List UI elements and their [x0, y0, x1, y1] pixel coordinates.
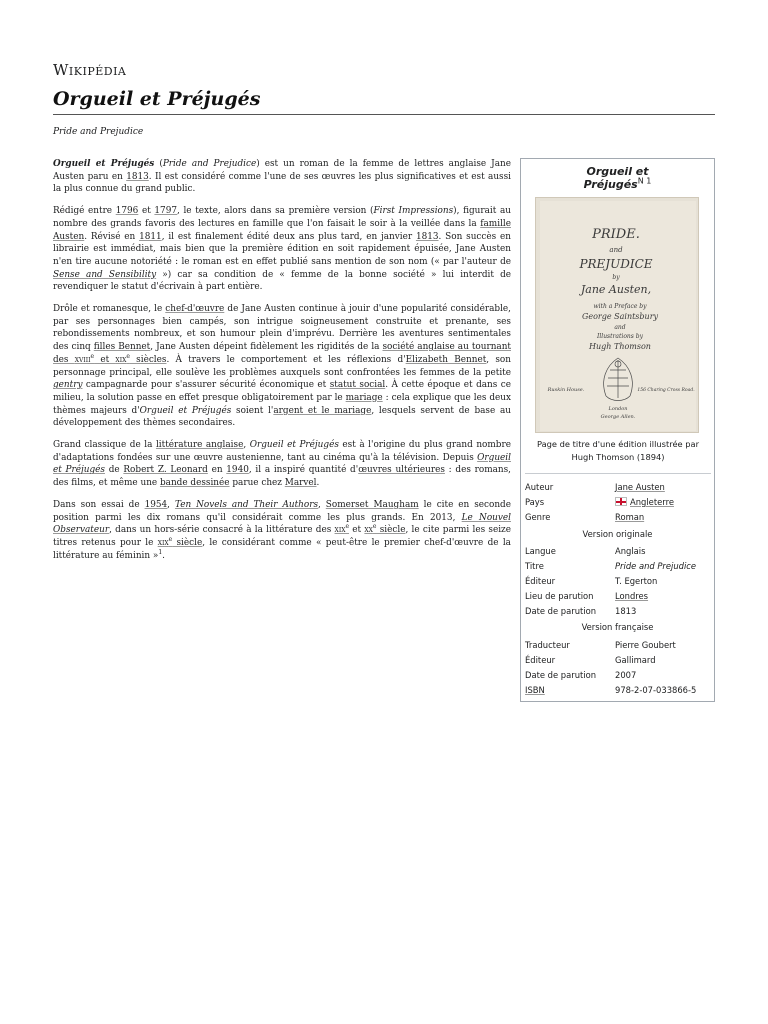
cover-line: Jane Austen, [580, 283, 652, 296]
infobox-row-date [525, 606, 711, 620]
sup: e [90, 352, 95, 360]
row-label: Auteur [525, 482, 554, 492]
cover-line: PRIDE. [592, 227, 640, 242]
text: , son personnage principal, elle soulève les problèmes auxquels sont confrontées les femmes de la petite [53, 354, 511, 378]
row-label: Date de parution [525, 606, 597, 616]
image-caption: Page de titre d'une édition illustrée par Hugh Thomson (1894) [536, 439, 700, 462]
row-value-link[interactable]: Londres [615, 591, 649, 601]
infobox-row-traducteur [525, 640, 711, 654]
row-value: Anglais [615, 546, 646, 556]
text-italic: Orgueil et Préjugés [249, 440, 339, 451]
paragraph-2 [53, 205, 511, 294]
cover-line: by [612, 274, 620, 281]
text: est à l'origine du plus grand nombre d'adaptations fondées sur une œuvre austenienne, tant au cinéma qu'à la télévision. Depuis [53, 440, 511, 463]
row-label: Éditeur [525, 655, 556, 665]
infobox-divider [525, 473, 711, 474]
text: Drôle et romanesque, le [53, 304, 166, 315]
row-label: Lieu de parution [525, 591, 594, 601]
row-label: Titre [525, 561, 544, 571]
text: : cela explique que les deux thèmes majeurs d' [53, 392, 511, 416]
cover-line: and [614, 324, 626, 331]
section-header-french: Version française [581, 622, 654, 632]
link-film-1940[interactable]: Orgueil et Préjugés [53, 452, 511, 476]
row-value-link[interactable]: Jane Austen [615, 482, 665, 492]
text: Rédigé entre [53, 206, 116, 217]
link-oeuvres-ulterieures[interactable]: œuvres ultérieures [358, 465, 445, 476]
text: campagnarde pour s'assurer sécurité économique et [82, 380, 330, 391]
cover-line: PREJUDICE [579, 257, 653, 271]
cover-line: Hugh Thomson [589, 342, 651, 351]
link-filles-bennet[interactable]: filles Bennet [93, 342, 151, 353]
text: le cite en seconde position parmi les dix romans qu'il considérait comme les plus grands. En 2013, [53, 499, 511, 523]
infobox-row-editeur-fr [525, 655, 711, 669]
link-1796[interactable]: 1796 [115, 206, 139, 217]
text: société anglaise au tournant des [53, 342, 511, 365]
link-gentry[interactable]: gentry [53, 380, 83, 391]
text: , Jane Austen dépeint fidèlement les rigidités de la [150, 342, 383, 353]
text: ») car sa condition de « femme de la bonne société » lui interdit de revendiquer le statut d'écrivain à part entière. [53, 269, 512, 293]
row-value [615, 497, 674, 507]
row-value: Pierre Goubert [615, 640, 676, 650]
text: . À travers le comportement et les réflexions d' [166, 354, 406, 365]
text: xix [157, 537, 169, 548]
row-value: Gallimard [615, 655, 656, 665]
infobox-row-isbn [525, 685, 711, 699]
cover-line: London [608, 406, 628, 412]
text: en [207, 465, 227, 476]
text: . [316, 478, 320, 489]
text: xix [115, 354, 127, 365]
infobox-row-genre [525, 512, 711, 526]
infobox [520, 158, 715, 702]
text: , le texte, alors dans sa première version ( [177, 206, 374, 217]
infobox-row-lieu [525, 591, 711, 605]
text: ), figurait au nombre des grands favoris des lectures en famille que l'on faisait le soir à la veillée dans la [53, 206, 511, 229]
text: ) est un roman de la femme de lettres anglaise Jane Austen paru en [53, 159, 511, 182]
row-label: Éditeur [525, 576, 556, 586]
bold-title: Orgueil et Préjugés [53, 159, 155, 169]
sup: e [345, 523, 350, 531]
link-1954[interactable]: 1954 [144, 499, 168, 510]
text: xx [364, 525, 373, 536]
text: et [349, 525, 365, 536]
infobox-row-auteur [525, 482, 711, 496]
link-somerset-maugham[interactable]: Somerset Maugham [325, 499, 419, 510]
reference-1[interactable]: 1 [158, 548, 163, 556]
paragraph-1 [53, 158, 511, 196]
cover-line: Illustrations by [596, 333, 644, 340]
sup: e [372, 523, 377, 531]
row-label: Date de parution [525, 670, 597, 680]
article-body [53, 158, 511, 571]
link-bande-dessinee[interactable]: bande dessinée [159, 478, 230, 489]
link-1813[interactable]: 1813 [126, 171, 149, 182]
text: xix [334, 525, 346, 536]
title-page-illustration [536, 198, 699, 433]
infobox-row-langue [525, 546, 711, 560]
row-value: 978-2-07-033866-5 [615, 685, 697, 695]
sup: e [126, 352, 130, 360]
text: , il est finalement édité deux ans plus tard, en janvier [161, 231, 416, 242]
text: de [104, 465, 124, 476]
link-nouvel-observateur[interactable]: Le Nouvel Observateur [53, 512, 511, 536]
link-chef-d-oeuvre[interactable]: chef-d'œuvre [165, 304, 225, 315]
text: Dans son essai de [53, 499, 145, 510]
site-logo[interactable]: Wikipédia [53, 61, 127, 79]
title-divider [53, 114, 715, 115]
text: , le considérant comme « peut-être le premier chef-d'œuvre de la littérature au féminin » [53, 537, 511, 561]
text: ( [154, 159, 163, 169]
text: : des romans, des films, et même une [53, 465, 511, 489]
link-ten-novels[interactable]: Ten Novels and Their Authors [174, 499, 318, 510]
row-value: Pride and Prejudice [615, 561, 697, 571]
text: Grand classique de la [53, 440, 156, 451]
link-litterature-anglaise[interactable]: littérature anglaise [155, 440, 244, 451]
text: . À cette époque et dans ce milieu, la solution passe en effet presque obligatoirement par le [53, 380, 511, 403]
row-value-link[interactable]: Roman [615, 512, 645, 522]
text: parue chez [229, 478, 285, 489]
infobox-row-pays [525, 497, 711, 511]
text: , il a inspiré quantité d' [248, 465, 359, 476]
paragraph-4 [53, 439, 511, 490]
text: siècle [172, 537, 203, 548]
text: , [318, 499, 326, 510]
infobox-title-line: Préjugés [583, 178, 638, 191]
text: soient l' [231, 405, 274, 416]
link-1940[interactable]: 1940 [226, 465, 249, 476]
row-label: Pays [525, 497, 545, 507]
link-sense-and-sensibility[interactable]: Sense and Sensibility [53, 269, 157, 280]
link-argent-et-mariage[interactable]: argent et le mariage [273, 405, 372, 416]
row-value: T. Egerton [615, 576, 658, 586]
row-value-link[interactable]: Angleterre [630, 497, 674, 507]
paragraph-5 [53, 499, 511, 563]
text-italic: Pride and Prejudice [162, 159, 257, 169]
text: et [94, 354, 116, 365]
isbn-link[interactable]: ISBN [525, 685, 545, 695]
text: siècles [129, 354, 167, 365]
text: et [138, 206, 155, 217]
link-xixe-siecle[interactable] [158, 538, 203, 548]
text: . Révisé en [84, 231, 140, 242]
row-value: 1813 [615, 606, 637, 616]
note-link[interactable]: N 1 [637, 176, 652, 186]
cover-image[interactable] [535, 197, 699, 433]
cover-line: George Saintsbury [581, 312, 659, 321]
text: , [243, 440, 250, 451]
link-elizabeth-bennet[interactable]: Elizabeth Bennet [405, 354, 487, 365]
text: xviii [74, 354, 91, 365]
row-label: Langue [525, 546, 556, 556]
text: . Son succès en librairie est immédiat, mais bien que la première édition en soit rapidement épuisée, Jane Austen n'en tire aucune notoriété : le roman est en effet publié sans mention de son nom (« par l'auteur de [53, 231, 511, 267]
page-title: Orgueil et Préjugés [53, 88, 261, 110]
link-xxe-siecle[interactable] [364, 525, 405, 535]
link-robert-z-leonard[interactable]: Robert Z. Leonard [123, 465, 208, 476]
infobox-title-line: Orgueil et [586, 165, 649, 178]
text: . Il est considéré comme l'une de ses œuvres les plus significatives et est aussi la plus connue du grand public. [53, 171, 511, 195]
row-label: Traducteur [525, 640, 570, 650]
row-value: 2007 [615, 670, 637, 680]
cover-line: 156 Charing Cross Road. [637, 388, 695, 393]
link-1797[interactable]: 1797 [154, 206, 177, 217]
link-xixe[interactable] [335, 525, 349, 535]
text: , le cite parmi les seize titres retenus pour le [53, 525, 511, 548]
text-italic: Orgueil et Préjugés [139, 405, 232, 416]
link-statut-social[interactable]: statut social [329, 380, 386, 391]
infobox-row-titre [525, 561, 711, 575]
infobox-row-editeur [525, 576, 711, 590]
sup: e [168, 536, 173, 544]
england-flag-icon [615, 497, 627, 506]
link-marvel[interactable]: Marvel [284, 478, 317, 489]
row-label: Genre [525, 512, 551, 522]
text: . [162, 550, 165, 561]
cover-line: George Allen. [600, 414, 636, 420]
section-header-original: Version originale [582, 529, 653, 539]
paragraph-3 [53, 303, 511, 430]
cover-line: Ruskin House. [547, 387, 585, 393]
text: , [167, 499, 175, 510]
text: siècle [376, 525, 406, 536]
cover-line: with a Preface by [593, 303, 647, 310]
link-1811[interactable]: 1811 [139, 231, 162, 242]
link-famille-austen[interactable]: famille Austen [53, 218, 511, 242]
infobox-row-date-fr [525, 670, 711, 684]
text: de Jane Austen continue à jouir d'une popularité considérable, par ses personnages bien campés, son intrigue soigneusement construite et prenante, ses rebondissements nombreux, et son humour plein d'imprévu. Derrière les aventures sentimentales des cinq [53, 304, 511, 353]
page-subtitle: Pride and Prejudice [53, 127, 144, 137]
cover-line: and [609, 246, 623, 254]
link-mariage[interactable]: mariage [345, 392, 383, 403]
link-1813[interactable]: 1813 [415, 231, 439, 242]
text: , dans un hors-série consacré à la littérature des [109, 525, 335, 536]
infobox-title [521, 165, 714, 191]
text: , lesquels servent de base au développement des thèmes secondaires. [53, 405, 512, 429]
text-italic: First Impressions [373, 206, 454, 217]
